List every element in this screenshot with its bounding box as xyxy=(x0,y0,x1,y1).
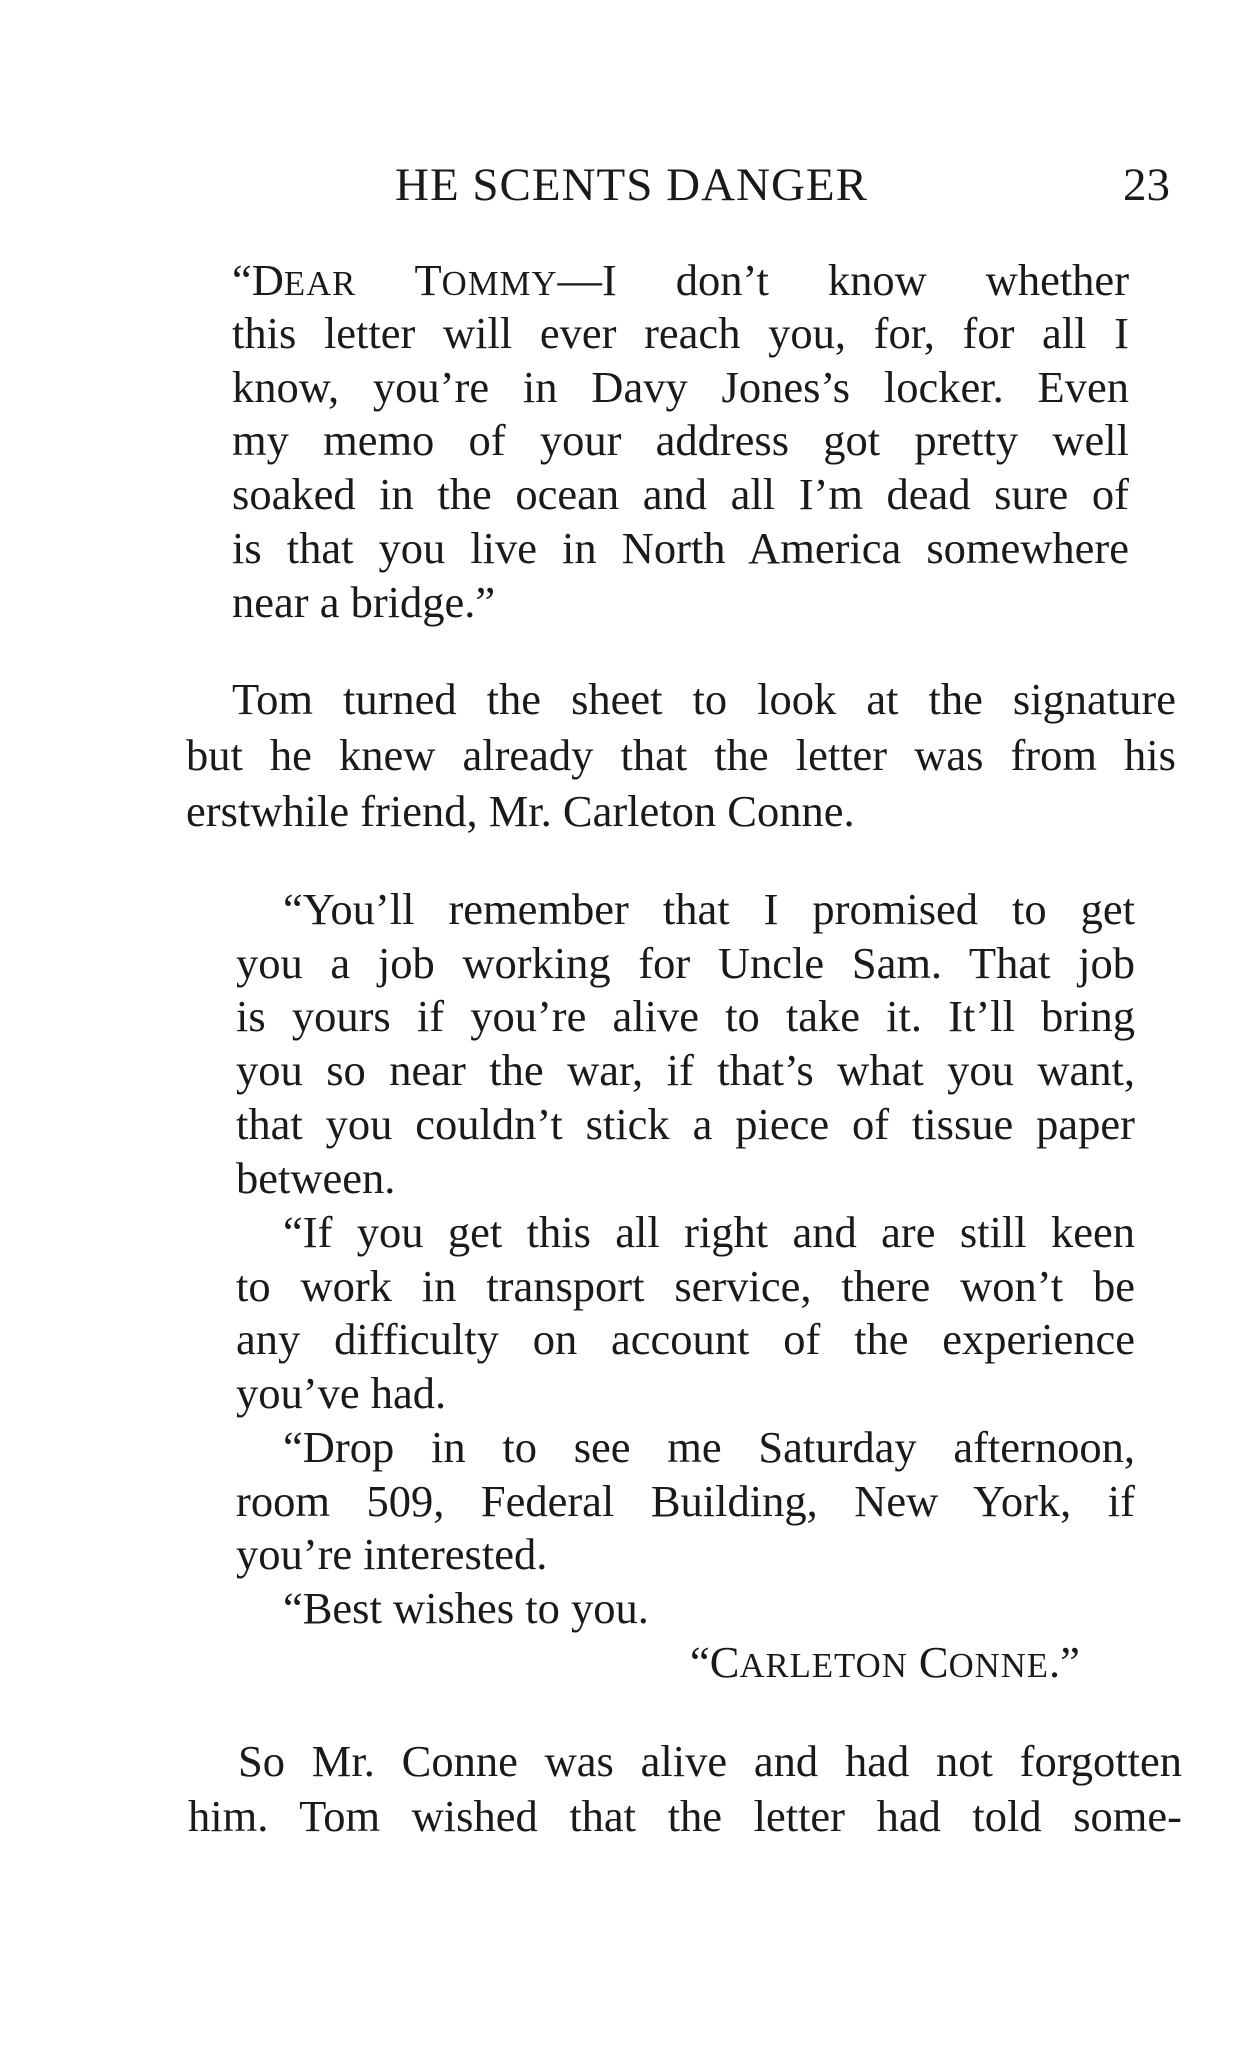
letter-body-line: is yours if you’re alive to take it. It’ll bring xyxy=(236,991,1135,1041)
salutation-d: D xyxy=(251,255,284,305)
letter-body-line: you’re interested. xyxy=(236,1529,548,1579)
signature-initial-c2: C xyxy=(918,1637,949,1687)
letter-body-line: to work in transport service, there won’t be xyxy=(236,1261,1135,1311)
narrative-line: Tom turned the sheet to look at the signature xyxy=(232,674,1176,724)
signature-close: .” xyxy=(1048,1637,1080,1687)
letter-line-1-rest: —I don’t know whether xyxy=(557,255,1130,305)
signature-rest-1: ARLETON xyxy=(739,1646,908,1685)
narrative-line: erstwhile friend, Mr. Carleton Conne. xyxy=(186,786,855,836)
signature-initial-c1: C xyxy=(709,1637,740,1687)
signature-rest-2: ONNE xyxy=(948,1646,1049,1685)
narrative-line: him. Tom wished that the letter had told some- xyxy=(188,1791,1182,1841)
letter-line: is that you live in North America somewhere xyxy=(232,523,1129,573)
signature-open-quote: “ xyxy=(690,1637,710,1687)
letter-body-line: “If you get this all right and are still keen xyxy=(283,1207,1135,1257)
letter-line: know, you’re in Davy Jones’s locker. Even xyxy=(232,362,1129,412)
letter-body-line: “Best wishes to you. xyxy=(283,1583,649,1633)
letter-body-line: that you couldn’t stick a piece of tissue paper xyxy=(236,1099,1135,1149)
salutation-ommy: OMMY xyxy=(441,264,558,303)
letter-line: near a bridge.” xyxy=(232,577,496,627)
letter-line: this letter will ever reach you, for, for all I xyxy=(232,308,1129,358)
narrative-line: but he knew already that the letter was from his xyxy=(186,730,1176,780)
narrative-line: So Mr. Conne was alive and had not forgotten xyxy=(238,1736,1182,1786)
letter-line-1: “DEAR TOMMY—I don’t know whether xyxy=(232,255,1130,305)
letter-body-line: you so near the war, if that’s what you want, xyxy=(236,1045,1135,1095)
letter-line: soaked in the ocean and all I’m dead sure of xyxy=(232,469,1129,519)
page-number: 23 xyxy=(1123,159,1170,211)
letter-body-line: between. xyxy=(236,1153,396,1203)
letter-body-line: you’ve had. xyxy=(236,1368,447,1418)
letter-body-line: any difficulty on account of the experience xyxy=(236,1314,1135,1364)
salutation-t: T xyxy=(414,255,442,305)
letter-body-line: “Drop in to see me Saturday afternoon, xyxy=(283,1422,1135,1472)
letter-body-line: you a job working for Uncle Sam. That job xyxy=(236,938,1135,988)
letter-signature xyxy=(690,1637,1080,1687)
letter-body-line: room 509, Federal Building, New York, if xyxy=(236,1476,1135,1526)
letter-body-line: “You’ll remember that I promised to get xyxy=(283,884,1135,934)
running-title: HE SCENTS DANGER xyxy=(395,159,868,211)
salutation-ear: EAR xyxy=(283,264,357,303)
letter-line: my memo of your address got pretty well xyxy=(232,415,1129,465)
